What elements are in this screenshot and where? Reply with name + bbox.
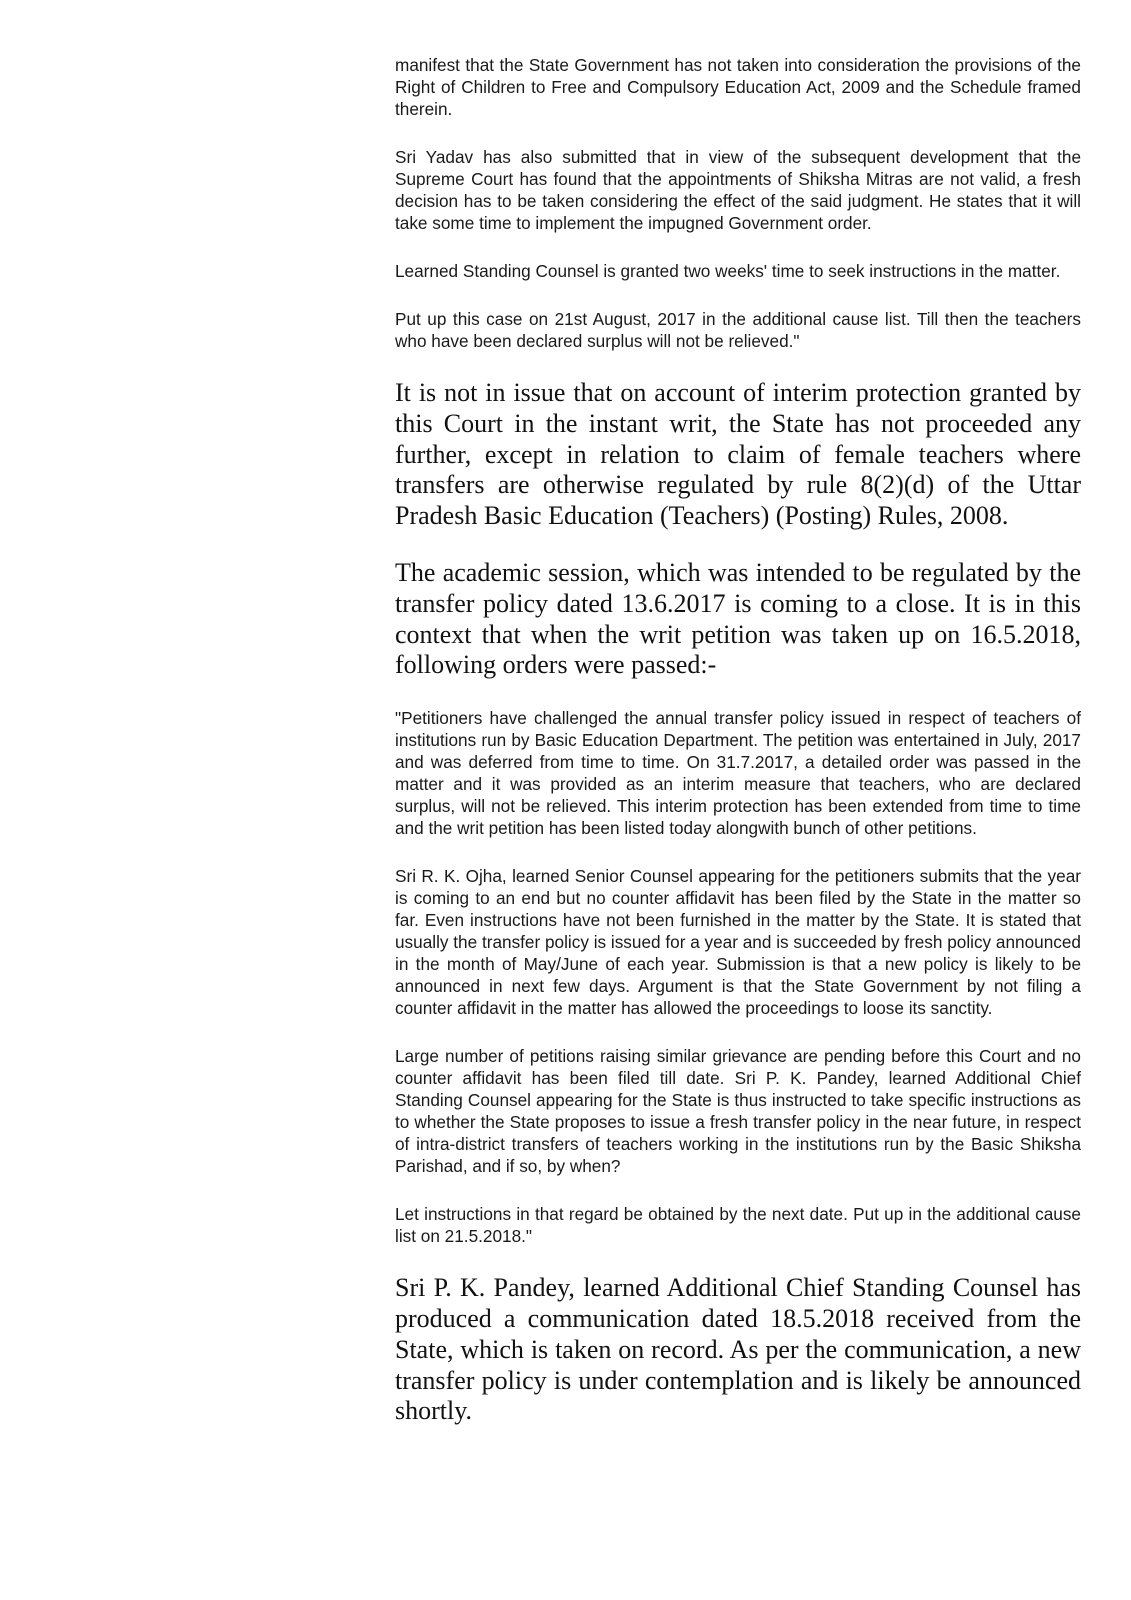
quoted-order-paragraph: Let instructions in that regard be obtained by the next date. Put up in the additional cause list on 21.5.2018." [395, 1204, 1081, 1247]
judgment-paragraph: It is not in issue that on account of interim protection granted by this Court in the instant writ, the State has not proceeded any further, except in relation to claim of female teachers where transfers are otherwise regulated by rule 8(2)(d) of the Uttar Pradesh Basic Education (Teachers) (Posting) Rules, 2008. [395, 378, 1081, 531]
quoted-order-paragraph: Learned Standing Counsel is granted two weeks' time to seek instructions in the matter. [395, 261, 1061, 281]
document-body [395, 54, 1081, 1453]
quoted-order-paragraph: Large number of petitions raising similar grievance are pending before this Court and no counter affidavit has been filed till date. Sri P. K. Pandey, learned Additional Chief Standing Counsel appearing for the State is thus instructed to take specific instructions as to whether the State proposes to issue a fresh transfer policy in the near future, in respect of intra-district transfers of teachers working in the institutions run by the Basic Shiksha Parishad, and if so, by when? [395, 1046, 1081, 1177]
judgment-paragraph: Sri P. K. Pandey, learned Additional Chief Standing Counsel has produced a communication dated 18.5.2018 received from the State, which is taken on record. As per the communication, a new transfer policy is under contemplation and is likely be announced shortly. [395, 1273, 1081, 1426]
judgment-paragraph: The academic session, which was intended to be regulated by the transfer policy dated 13.6.2017 is coming to a close. It is in this context that when the writ petition was taken up on 16.5.2018, following orders were passed:- [395, 557, 1081, 680]
quoted-order-paragraph: Sri R. K. Ojha, learned Senior Counsel appearing for the petitioners submits that the year is coming to an end but no counter affidavit has been filed by the State in the matter so far. Even instructions have not been furnished in the matter by the State. It is stated that usually the transfer policy is issued for a year and is succeeded by fresh policy announced in the month of May/June of each year. Submission is that a new policy is likely to be announced in next few days. Argument is that the State Government by not filing a counter affidavit in the matter has allowed the proceedings to loose its sanctity. [395, 866, 1081, 1019]
quoted-order-paragraph: Put up this case on 21st August, 2017 in the additional cause list. Till then the teachers who have been declared surplus will not be relieved." [395, 309, 1081, 351]
quoted-order-paragraph: manifest that the State Government has not taken into consideration the provisions of the Right of Children to Free and Compulsory Education Act, 2009 and the Schedule framed therein. [395, 55, 1081, 119]
quoted-order-paragraph: "Petitioners have challenged the annual transfer policy issued in respect of teachers of institutions run by Basic Education Department. The petition was entertained in July, 2017 and was deferred from time to time. On 31.7.2017, a detailed order was passed in the matter and it was provided as an interim measure that teachers, who are declared surplus, will not be relieved. This interim protection has been extended from time to time and the writ petition has been listed today alongwith bunch of other petitions. [395, 708, 1081, 839]
quoted-order-paragraph: Sri Yadav has also submitted that in view of the subsequent development that the Supreme Court has found that the appointments of Shiksha Mitras are not valid, a fresh decision has to be taken considering the effect of the said judgment. He states that it will take some time to implement the impugned Government order. [395, 147, 1081, 233]
